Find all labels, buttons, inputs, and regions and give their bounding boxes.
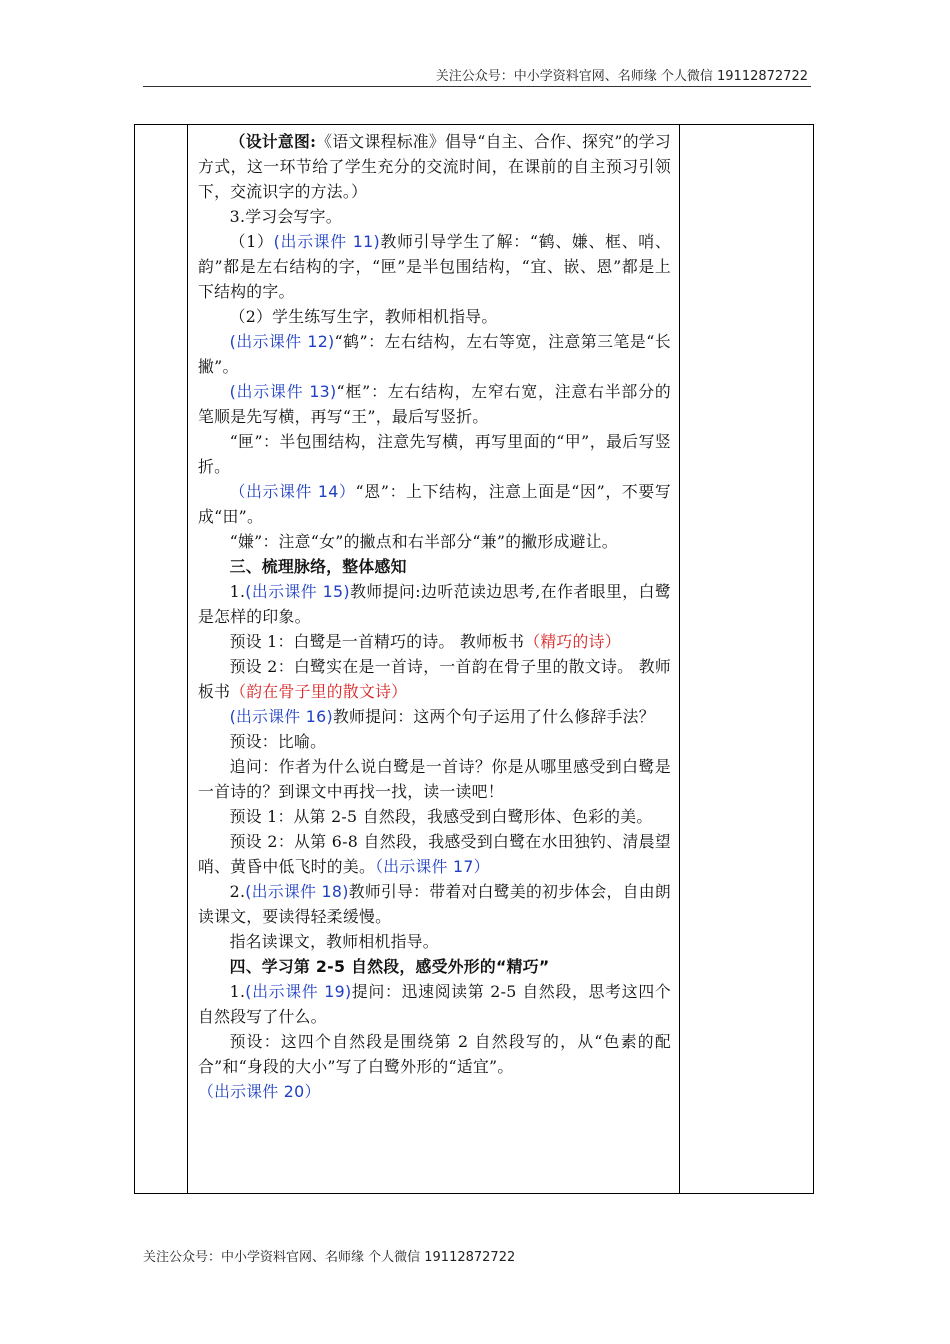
table-right-column xyxy=(679,125,813,1193)
step-c2: 2.(出示课件 18)教师引导：带着对白鹭美的初步体会，自由朗读课文，要读得轻柔缓慢。 xyxy=(198,882,671,926)
header-rule xyxy=(143,86,811,87)
preset-d: 预设：这四个自然段是围绕第 2 自然段写的，从“色素的配合”和“身段的大小”写了白鹭外形的“适宜”。 xyxy=(198,1032,671,1076)
char-en: （出示课件 14）“恩”：上下结构，注意上面是“因”，不要写成“田”。 xyxy=(198,482,671,526)
step-3-1: （1）(出示课件 11)教师引导学生了解：“鹤、嫌、框、哨、韵”都是左右结构的字，“匣”是半包围结构，“宜、嵌、恩”都是上下结构的字。 xyxy=(198,232,671,301)
step-d1: 1.(出示课件 19)提问：迅速阅读第 2-5 自然段，思考这四个自然段写了什么。 xyxy=(198,982,671,1026)
char-xian: “嫌”：注意“女”的撇点和右半部分“兼”的撇形成避让。 xyxy=(229,532,618,551)
section-heading-3: 三、梳理脉络，整体感知 xyxy=(229,557,407,576)
table-left-column xyxy=(135,125,188,1193)
table-main-column xyxy=(188,125,681,1193)
follow-up-question: 追问：作者为什么说白鹭是一首诗？你是从哪里感受到白鹭是一首诗的？到课文中再找一找，读一读吧！ xyxy=(198,757,671,801)
courseware-20: （出示课件 20） xyxy=(198,1082,321,1101)
preset-1: 预设 1：白鹭是一首精巧的诗。 教师板书（精巧的诗） xyxy=(229,632,621,651)
char-he: (出示课件 12)“鹤”：左右结构，左右等宽，注意第三笔是“长撇”。 xyxy=(198,332,672,376)
board-note-2: （韵在骨子里的散文诗） xyxy=(230,682,408,701)
char-kuang: (出示课件 13)“框”：左右结构，左窄右宽，注意右半部分的笔顺是先写横，再写“王”，最后写竖折。 xyxy=(198,382,671,426)
section-heading-4: 四、学习第 2-5 自然段，感受外形的“精巧” xyxy=(229,957,550,976)
preset-b: 预设 2：从第 6-8 自然段，我感受到白鹭在水田独钓、清晨望哨、黄昏中低飞时的美。（出示课件 17） xyxy=(198,832,671,876)
page-footer: 关注公众号：中小学资料官网、名师缘 个人微信 19112872722 xyxy=(143,1250,516,1265)
preset-metaphor: 预设：比喻。 xyxy=(229,732,327,751)
read-aloud: 指名读课文，教师相机指导。 xyxy=(229,932,439,951)
preset-a: 预设 1：从第 2-5 自然段，我感受到白鹭形体、色彩的美。 xyxy=(229,807,653,826)
step-3-2: （2）学生练写生字，教师相机指导。 xyxy=(229,307,498,326)
board-note-1: （精巧的诗） xyxy=(524,632,621,651)
step-c1: 1.(出示课件 15)教师提问:边听范读边思考,在作者眼里，白鹭是怎样的印象。 xyxy=(198,582,671,626)
page-header: 关注公众号：中小学资料官网、名师缘 个人微信 19112872722 xyxy=(435,69,808,84)
lesson-table xyxy=(134,124,814,1194)
char-xia: “匣”：半包围结构，注意先写横，再写里面的“甲”，最后写竖折。 xyxy=(198,432,671,476)
courseware-11-label: (出示课件 11) xyxy=(273,232,380,251)
section-3-title: 3.学习会写字。 xyxy=(229,207,342,226)
design-intent: （设计意图:《语文课程标准》倡导“自主、合作、探究”的学习方式，这一环节给了学生充分的交流时间，在课前的自主预习引领下，交流识字的方法。） xyxy=(198,132,672,201)
preset-2: 预设 2：白鹭实在是一首诗，一首韵在骨子里的散文诗。 教师板书（韵在骨子里的散文诗） xyxy=(198,657,671,701)
step-kj16: (出示课件 16)教师提问：这两个句子运用了什么修辞手法？ xyxy=(229,707,655,726)
